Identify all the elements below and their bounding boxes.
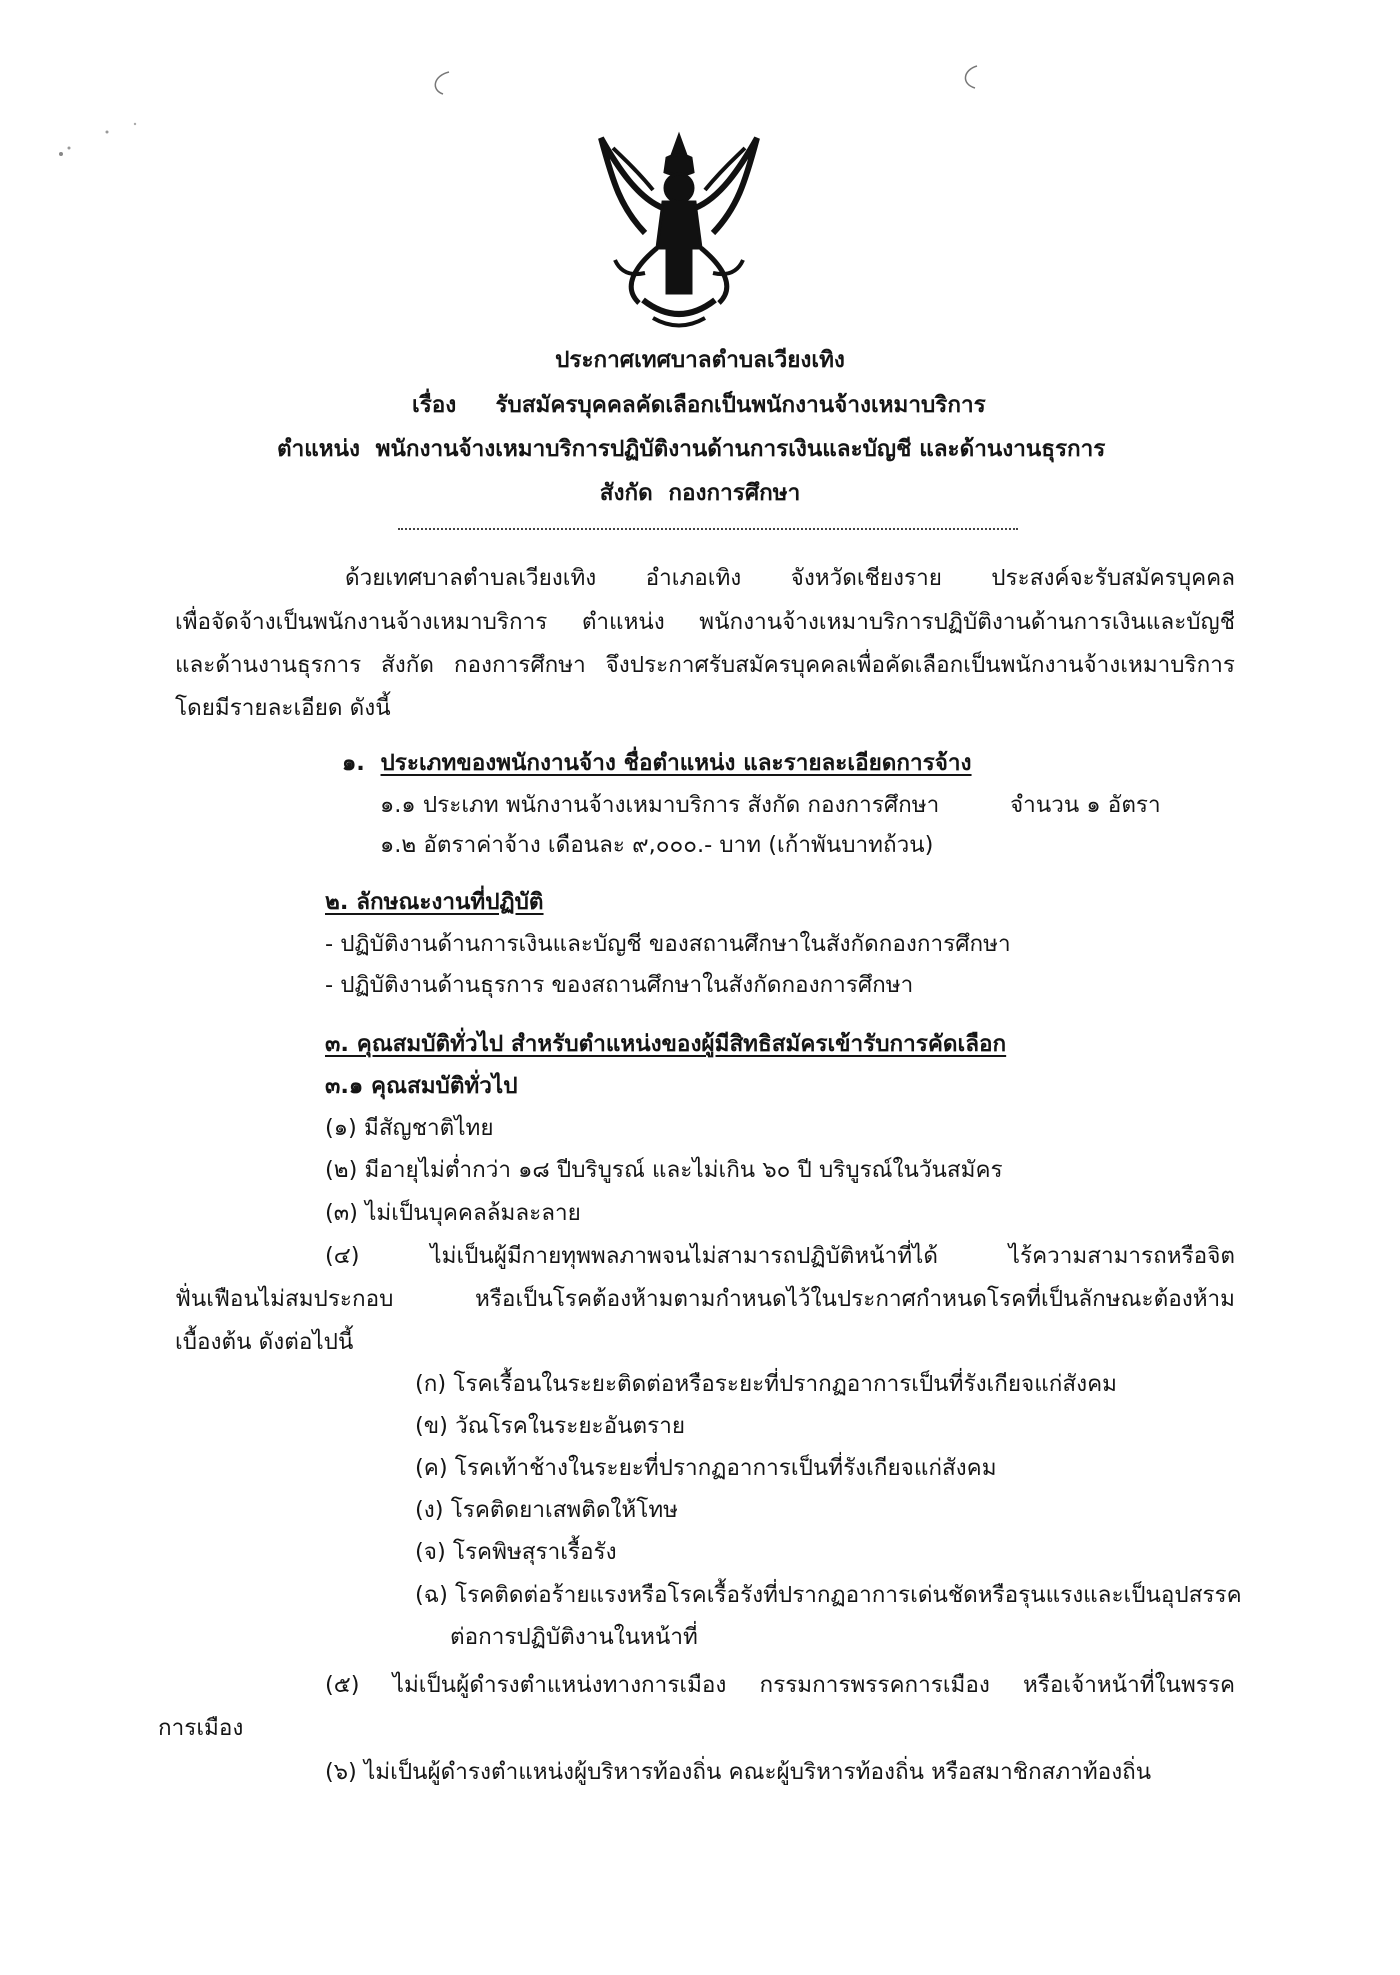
section-3-subheading: ๓.๑ คุณสมบัติทั่วไป [325, 1073, 518, 1099]
affiliation-line [0, 478, 1400, 508]
dotted-divider [398, 528, 1018, 530]
subject-line [412, 390, 986, 420]
affiliation-label: สังกัด [599, 480, 653, 506]
qualification-6: (๖) ไม่เป็นผู้ดำรงตำแหน่งผู้บริหารท้องถิ่น คณะผู้บริหารท้องถิ่น หรือสมาชิกสภาท้องถิ่น [325, 1759, 1152, 1785]
position-line [277, 434, 1105, 464]
qualification-5-line-2: การเมือง [158, 1715, 244, 1741]
disease-item: (ก) โรคเรื้อนในระยะติดต่อหรือระยะที่ปรากฏอาการเป็นที่รังเกียจแก่สังคม [415, 1371, 1117, 1397]
intro-line-3: และด้านงานธุรการ สังกัด กองการศึกษา จึงประกาศรับสมัครบุคคลเพื่อคัดเลือกเป็นพนักงานจ้างเหมาบริการ [175, 652, 1235, 678]
intro-line-2: เพื่อจัดจ้างเป็นพนักงานจ้างเหมาบริการ ตำแหน่ง พนักงานจ้างเหมาบริการปฏิบัติงานด้านการเงินและบัญชี [175, 609, 1235, 635]
subject-label: เรื่อง [412, 392, 457, 418]
scan-speck [55, 118, 145, 168]
section-1-item-1: ๑.๑ ประเภท พนักงานจ้างเหมาบริการ สังกัด กองการศึกษา [380, 792, 940, 818]
disease-item: (ง) โรคติดยาเสพติดให้โทษ [415, 1497, 679, 1523]
section-1-item-2: ๑.๒ อัตราค่าจ้าง เดือนละ ๙,๐๐๐.- บาท (เก้าพันบาทถ้วน) [380, 832, 934, 858]
disease-item: (ฉ) โรคติดต่อร้ายแรงหรือโรคเรื้อรังที่ปรากฏอาการเด่นชัดหรือรุนแรงและเป็นอุปสรรค [415, 1582, 1242, 1608]
section-2-duty-1: - ปฏิบัติงานด้านการเงินและบัญชี ของสถานศึกษาในสังกัดกองการศึกษา [325, 931, 1011, 957]
section-3-heading: ๓. คุณสมบัติทั่วไป สำหรับตำแหน่งของผู้มีสิทธิสมัครเข้ารับการคัดเลือก [325, 1031, 1007, 1057]
announcement-title: ประกาศเทศบาลตำบลเวียงเทิง [555, 347, 845, 373]
section-1-number: ๑. [342, 750, 365, 776]
qualification-4-line-3: เบื้องต้น ดังต่อไปนี้ [175, 1329, 354, 1355]
section-1-title: ประเภทของพนักงานจ้าง ชื่อตำแหน่ง และรายละเอียดการจ้าง [380, 750, 972, 776]
section-2-heading: ๒. ลักษณะงานที่ปฏิบัติ [325, 889, 544, 915]
qualification-4-line-2: ฟั่นเฟือนไม่สมประกอบ หรือเป็นโรคต้องห้ามตามกำหนดไว้ในประกาศกำหนดโรคที่เป็นลักษณะต้องห้าม [175, 1286, 1235, 1312]
qualification-3: (๓) ไม่เป็นบุคคลล้มละลาย [325, 1200, 581, 1226]
garuda-emblem [583, 128, 775, 333]
intro-line-4: โดยมีรายละเอียด ดังนี้ [175, 695, 391, 721]
qualification-2: (๒) มีอายุไม่ต่ำกว่า ๑๘ ปีบริบูรณ์ และไม่เกิน ๖๐ ปี บริบูรณ์ในวันสมัคร [325, 1157, 1003, 1183]
intro-line-1: ด้วยเทศบาลตำบลเวียงเทิง อำเภอเทิง จังหวัดเชียงราย ประสงค์จะรับสมัครบุคคล [345, 565, 1235, 591]
subject-text: รับสมัครบุคคลคัดเลือกเป็นพนักงานจ้างเหมาบริการ [495, 392, 986, 418]
disease-item: (ค) โรคเท้าช้างในระยะที่ปรากฏอาการเป็นที่รังเกียจแก่สังคม [415, 1455, 997, 1481]
disease-item: (ข) วัณโรคในระยะอันตราย [415, 1413, 686, 1439]
qualification-4-line-1: (๔) ไม่เป็นผู้มีกายทุพพลภาพจนไม่สามารถปฏิบัติหน้าที่ได้ ไร้ความสามารถหรือจิต [325, 1243, 1235, 1269]
section-2-duty-2: - ปฏิบัติงานด้านธุรการ ของสถานศึกษาในสังกัดกองการศึกษา [325, 972, 914, 998]
scan-mark [955, 62, 985, 92]
qualification-1: (๑) มีสัญชาติไทย [325, 1115, 494, 1141]
section-1-heading [342, 748, 972, 778]
section-1-item-1-count: จำนวน ๑ อัตรา [1010, 792, 1161, 818]
position-label: ตำแหน่ง [277, 436, 360, 462]
qualification-5-line-1: (๕) ไม่เป็นผู้ดำรงตำแหน่งทางการเมือง กรรมการพรรคการเมือง หรือเจ้าหน้าที่ในพรรค [325, 1672, 1235, 1698]
scan-mark [425, 68, 455, 98]
disease-item: (จ) โรคพิษสุราเรื้อรัง [415, 1539, 617, 1565]
disease-item-continuation: ต่อการปฏิบัติงานในหน้าที่ [450, 1624, 698, 1650]
affiliation-text: กองการศึกษา [668, 480, 801, 506]
position-text: พนักงานจ้างเหมาบริการปฏิบัติงานด้านการเงินและบัญชี และด้านงานธุรการ [375, 436, 1106, 462]
